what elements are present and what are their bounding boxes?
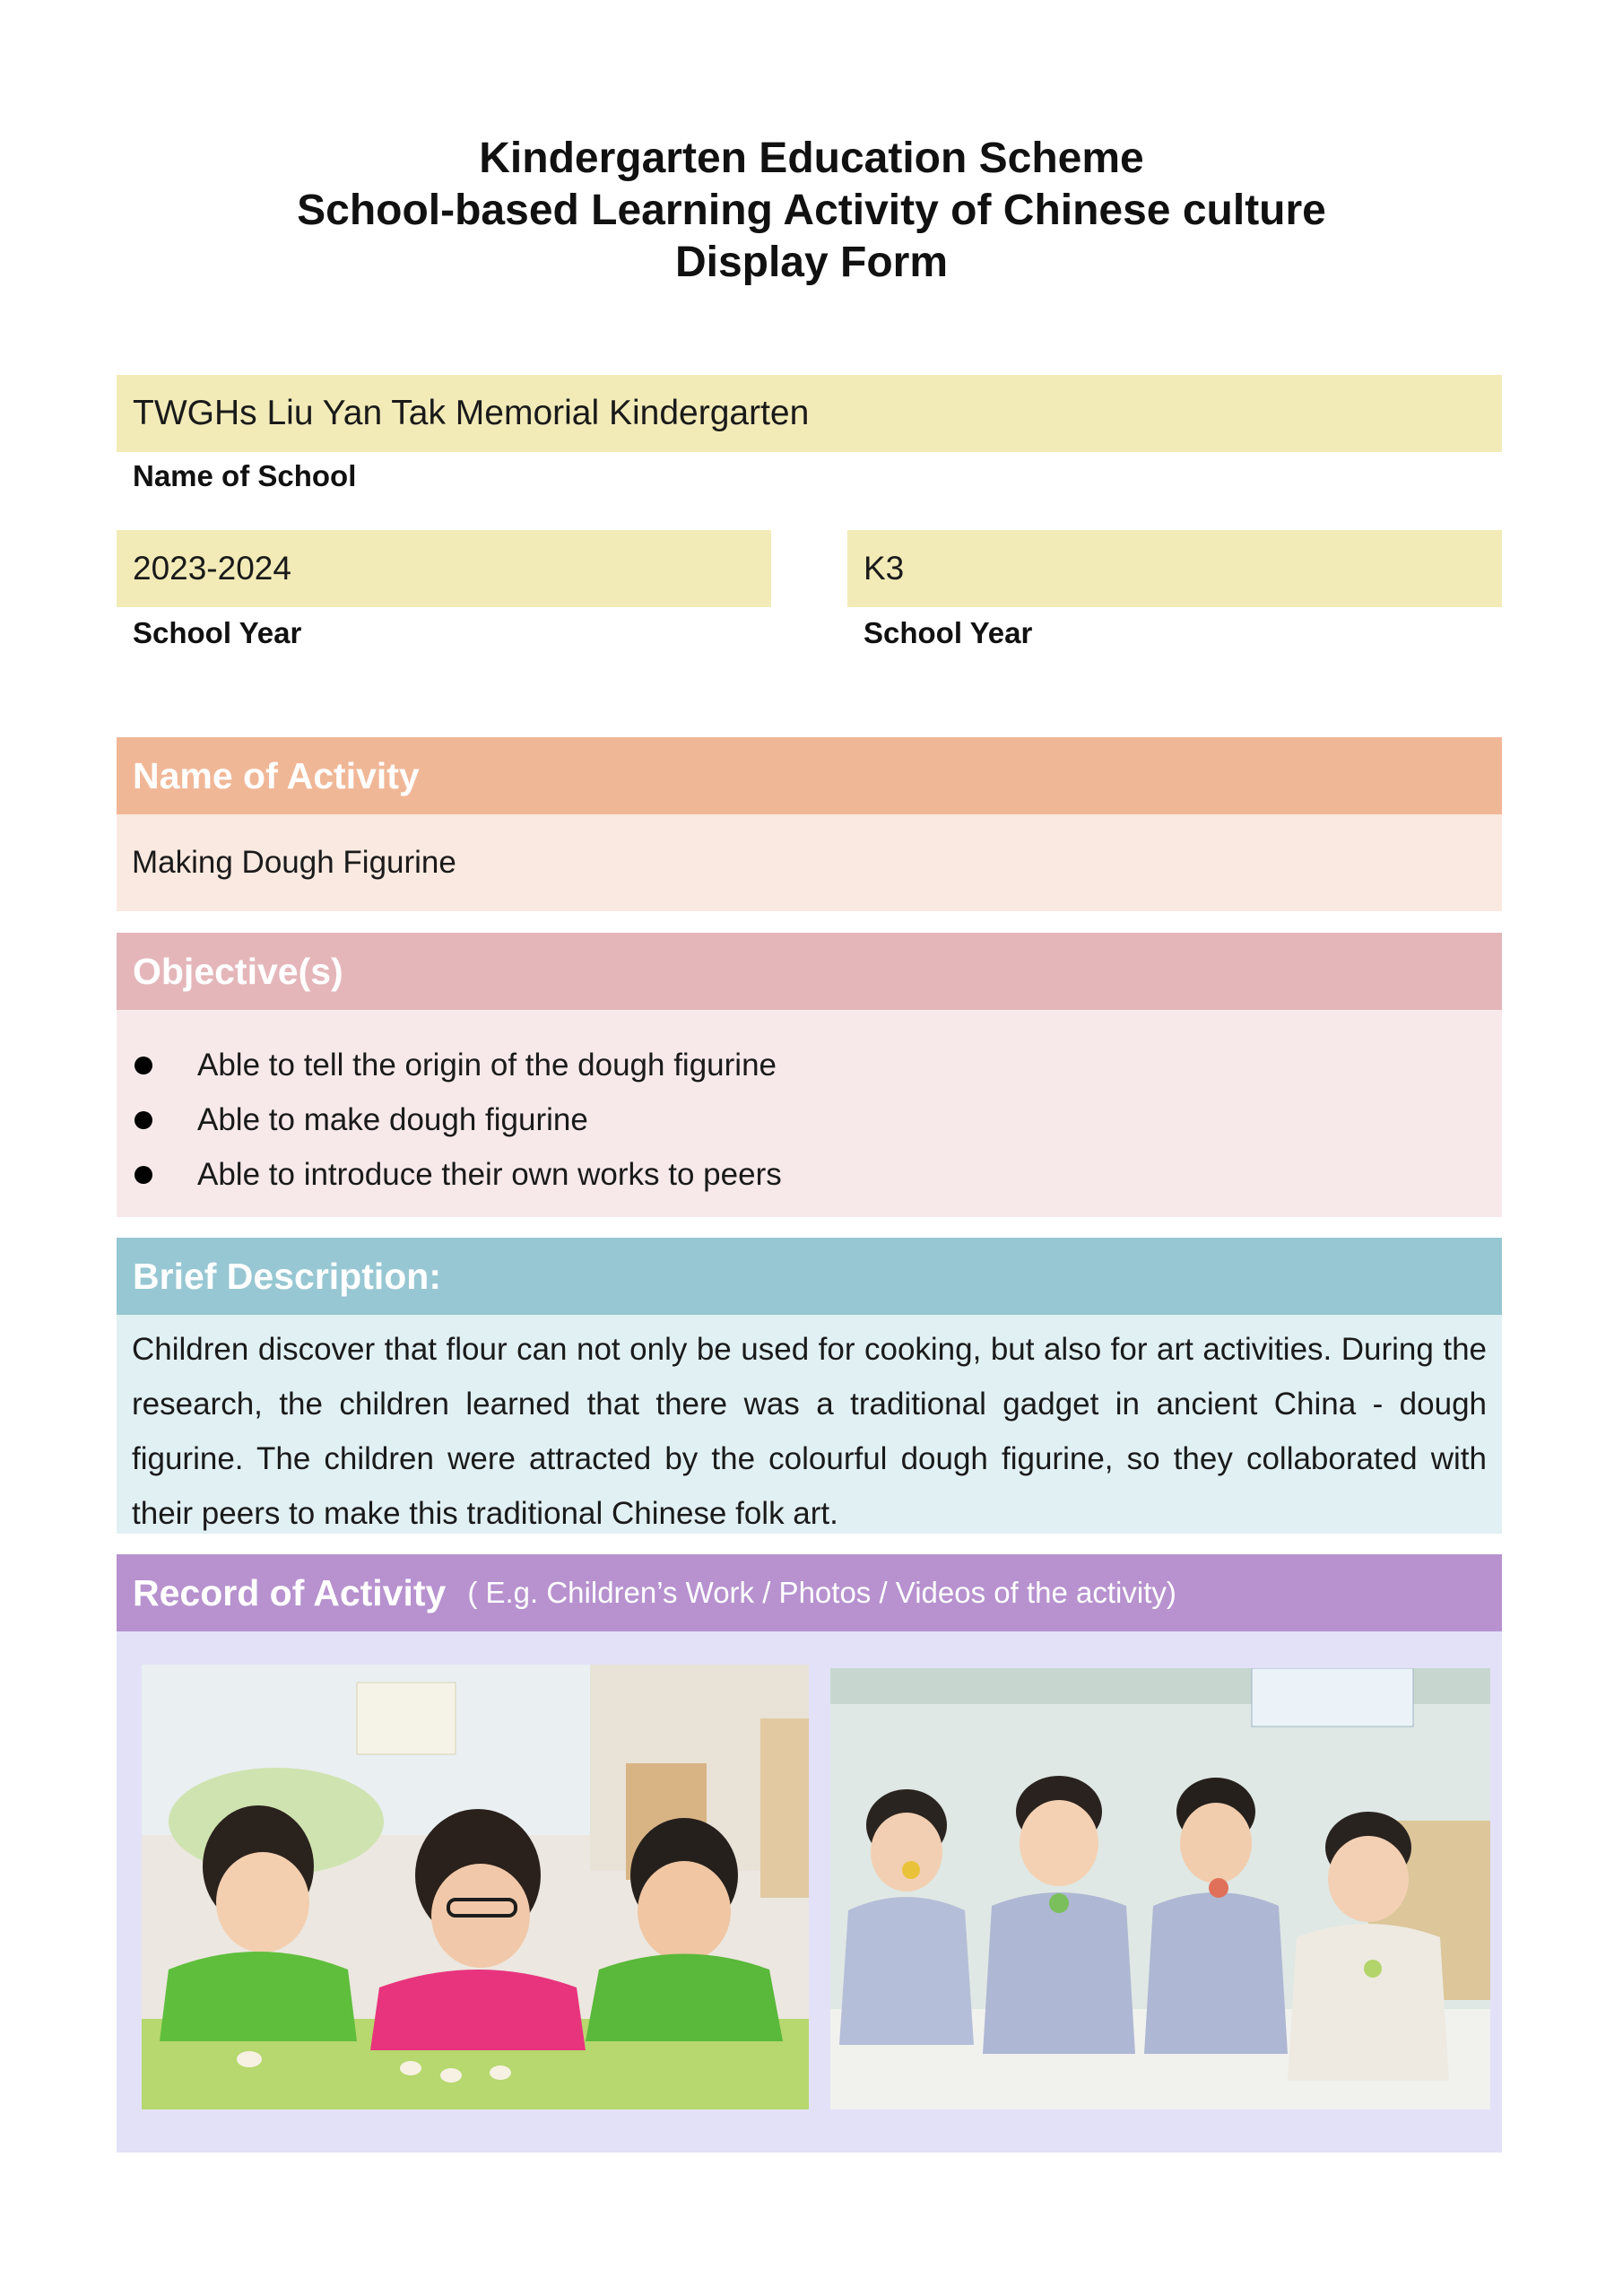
- school-name-value: TWGHs Liu Yan Tak Memorial Kindergarten: [133, 394, 810, 432]
- description-heading-text: Brief Description:: [133, 1255, 441, 1297]
- school-name-field[interactable]: [117, 375, 1502, 452]
- bullet-icon: [135, 1057, 152, 1074]
- document-title: [0, 133, 1623, 289]
- objective-item: [117, 1038, 1502, 1092]
- description-text: Children discover that flour can not only be used for cooking, but also for art activities. During the research, the children learned that there was a traditional gadget in ancient China - dough figurine. The children were attracted by the colourful dough figurine, so they collaborated with their peers to make this traditional Chinese folk art.: [132, 1332, 1487, 1531]
- activity-photo-1: [142, 1665, 809, 2109]
- objectives-body: [117, 1010, 1502, 1217]
- objectives-list: [117, 1038, 1502, 1202]
- objective-item: [117, 1092, 1502, 1147]
- school-year-field[interactable]: [117, 530, 771, 607]
- description-heading: [117, 1238, 1502, 1315]
- bullet-icon: [135, 1166, 152, 1184]
- school-year-value: 2023-2024: [133, 550, 291, 587]
- school-year-label: School Year: [133, 616, 302, 649]
- class-level-label: School Year: [864, 616, 1033, 649]
- class-level-value: K3: [864, 550, 905, 587]
- activity-value: Making Dough Figurine: [132, 845, 456, 880]
- record-heading: [117, 1554, 1502, 1631]
- description-body: [117, 1315, 1502, 1534]
- activity-body[interactable]: [117, 814, 1502, 911]
- objective-text: Able to make dough figurine: [197, 1102, 588, 1137]
- activity-heading-text: Name of Activity: [133, 754, 420, 796]
- objectives-heading: [117, 933, 1502, 1010]
- objective-text: Able to tell the origin of the dough figurine: [197, 1048, 777, 1083]
- activity-heading: [117, 737, 1502, 814]
- objectives-heading-text: Objective(s): [133, 950, 343, 992]
- objective-item: [117, 1147, 1502, 1202]
- title-line-3: Display Form: [674, 239, 949, 286]
- school-name-label: Name of School: [133, 459, 357, 492]
- title-line-1: Kindergarten Education Scheme: [479, 135, 1144, 182]
- objective-text: Able to introduce their own works to peers: [197, 1157, 782, 1192]
- record-subheading: ( E.g. Children’s Work / Photos / Videos of the activity): [467, 1576, 1176, 1609]
- class-level-field[interactable]: [847, 530, 1502, 607]
- classroom-photo-illustration-1: [142, 1665, 809, 2109]
- bullet-icon: [135, 1111, 152, 1129]
- record-heading-text: Record of Activity: [133, 1571, 447, 1613]
- activity-photo-2: [830, 1668, 1490, 2109]
- title-line-2: School-based Learning Activity of Chinese culture: [297, 187, 1326, 234]
- classroom-photo-illustration-2: [830, 1668, 1490, 2109]
